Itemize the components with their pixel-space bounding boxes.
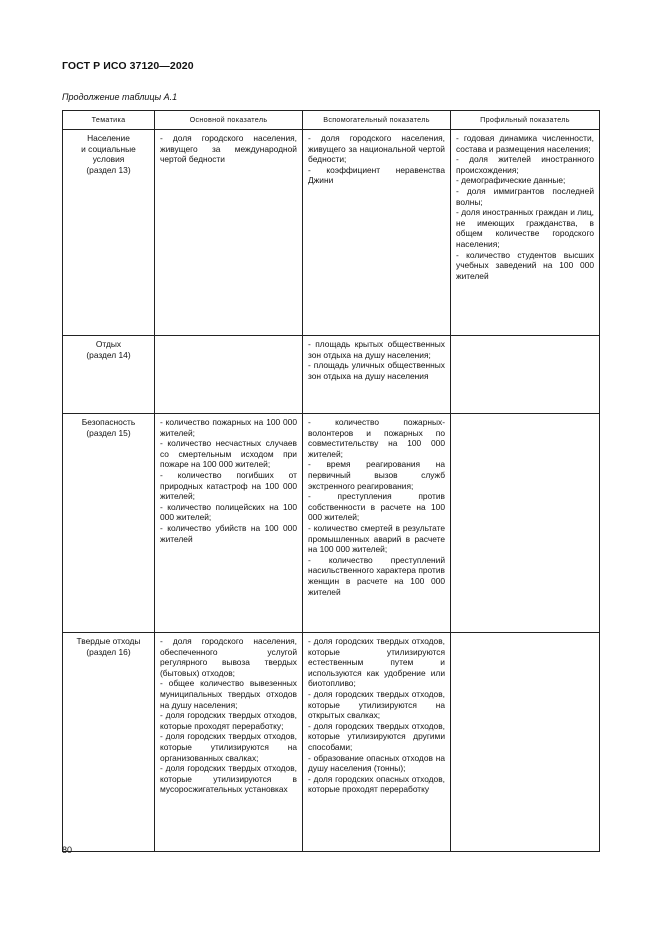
indicators-table	[62, 110, 600, 852]
indicator-item: - доля городских твердых отходов, которые утилизируются на открытых свалках;	[308, 688, 445, 721]
theme-cell	[63, 633, 155, 852]
indicator-item: - доля городского населения, живущего за международной чертой бедности	[160, 133, 297, 165]
profile-indicator-cell	[451, 414, 600, 633]
theme-cell	[63, 130, 155, 336]
theme-line: (раздел 15)	[86, 427, 131, 438]
indicator-item: - доля городских твердых отходов, которые утилизируются естественным путем и используются как удобрение или биотопливо;	[308, 636, 445, 689]
theme-line: (раздел 13)	[86, 164, 131, 175]
theme-line: Отдых	[95, 339, 122, 349]
theme-line: (раздел 14)	[86, 349, 131, 360]
theme-cell	[63, 414, 155, 633]
table-row	[63, 130, 600, 336]
indicator-item: - количество студентов высших учебных заведений на 100 000 жителей	[456, 249, 594, 281]
indicator-item: - доля иностранных граждан и лиц, не имеющих гражданства, в общем количестве городского населения;	[456, 207, 594, 249]
column-header-main: Основной показатель	[155, 111, 303, 130]
main-indicator-cell	[155, 336, 303, 414]
table-row	[63, 336, 600, 414]
theme-line: Твердые отходы	[76, 636, 141, 646]
indicator-item: - доля городских твердых отходов, которые утилизируются на организованных свалках;	[160, 731, 297, 763]
column-header-aux: Вспомогательный показатель	[303, 111, 451, 130]
indicator-item: - коэффициент неравенства Джини	[308, 164, 445, 186]
indicator-item: - доля городских твердых отходов, которые проходят переработку;	[160, 710, 297, 731]
profile-indicator-cell	[451, 336, 600, 414]
profile-indicator-cell	[451, 633, 600, 852]
page-number: 80	[62, 845, 73, 855]
indicator-item: - доля городских твердых отходов, которые утилизируются другими способами;	[308, 720, 445, 752]
indicator-item: - доля городского населения, живущего за национальной чертой бедности;	[308, 133, 445, 165]
indicator-item: - доля иммигрантов последней волны;	[456, 185, 594, 207]
theme-line: условия	[92, 154, 125, 165]
indicator-item: - доля городского населения, обеспеченного услугой регулярного вывоза твердых (бытовых) отходов;	[160, 636, 297, 678]
indicator-item: - площадь крытых общественных зон отдыха на душу населения;	[308, 339, 445, 360]
theme-line: и социальные	[81, 143, 136, 154]
profile-indicator-cell	[451, 130, 600, 336]
indicator-item: - образование опасных отходов на душу населения (тонны);	[308, 752, 445, 774]
aux-indicator-cell	[303, 336, 451, 414]
indicator-item: - количество преступлений насильственного характера против женщин в расчете на 100 000 жителей	[308, 554, 445, 597]
indicator-item: - количество смертей в результате промышленных аварий в расчете на 100 000 жителей;	[308, 522, 445, 555]
table-row	[63, 633, 600, 852]
aux-indicator-cell	[303, 414, 451, 633]
main-indicator-cell	[155, 130, 303, 336]
indicator-item: - количество погибших от природных катастроф на 100 000 жителей;	[160, 469, 297, 502]
theme-cell	[63, 336, 155, 414]
aux-indicator-cell	[303, 633, 451, 852]
table-row	[63, 414, 600, 633]
theme-line: (раздел 16)	[86, 646, 131, 657]
indicator-item: - доля жителей иностранного происхождения;	[456, 154, 594, 175]
column-header-theme: Тематика	[63, 111, 155, 130]
main-indicator-cell	[155, 633, 303, 852]
indicator-item: - преступления против собственности в расчете на 100 000 жителей;	[308, 491, 445, 523]
indicator-item: - демографические данные;	[456, 175, 566, 186]
aux-indicator-cell	[303, 130, 451, 336]
theme-line: Население	[87, 133, 130, 143]
indicator-item: - количество пожарных-волонтеров и пожарных по совместительству на 100 000 жителей;	[308, 417, 445, 459]
indicator-item: - количество пожарных на 100 000 жителей;	[160, 417, 297, 438]
main-indicator-cell	[155, 414, 303, 633]
indicator-item: - доля городских опасных отходов, которые проходят переработку	[308, 773, 445, 795]
indicator-item: - годовая динамика численности, состава и размещения населения;	[456, 133, 594, 154]
theme-line: Безопасность	[81, 417, 136, 427]
indicator-item: - количество несчастных случаев со смертельным исходом при пожаре на 100 000 жителей;	[160, 438, 297, 470]
indicator-item: - количество убийств на 100 000 жителей	[160, 522, 297, 544]
indicator-item: - количество полицейских на 100 000 жителей;	[160, 501, 297, 523]
indicator-item: - время реагирования на первичный вызов служб экстренного реагирования;	[308, 459, 445, 491]
table-continuation-label: Продолжение таблицы А.1	[62, 92, 178, 102]
table-header-row	[63, 111, 600, 130]
indicator-item: - общее количество вывезенных муниципальных твердых отходов на душу населения;	[160, 678, 297, 710]
document-header: ГОСТ Р ИСО 37120—2020	[62, 60, 194, 72]
indicator-item: - площадь уличных общественных зон отдыха на душу населения	[308, 360, 445, 381]
indicator-item: - доля городских твердых отходов, которые утилизируются в мусоросжигательных установках	[160, 763, 297, 795]
column-header-profile: Профильный показатель	[451, 111, 600, 130]
